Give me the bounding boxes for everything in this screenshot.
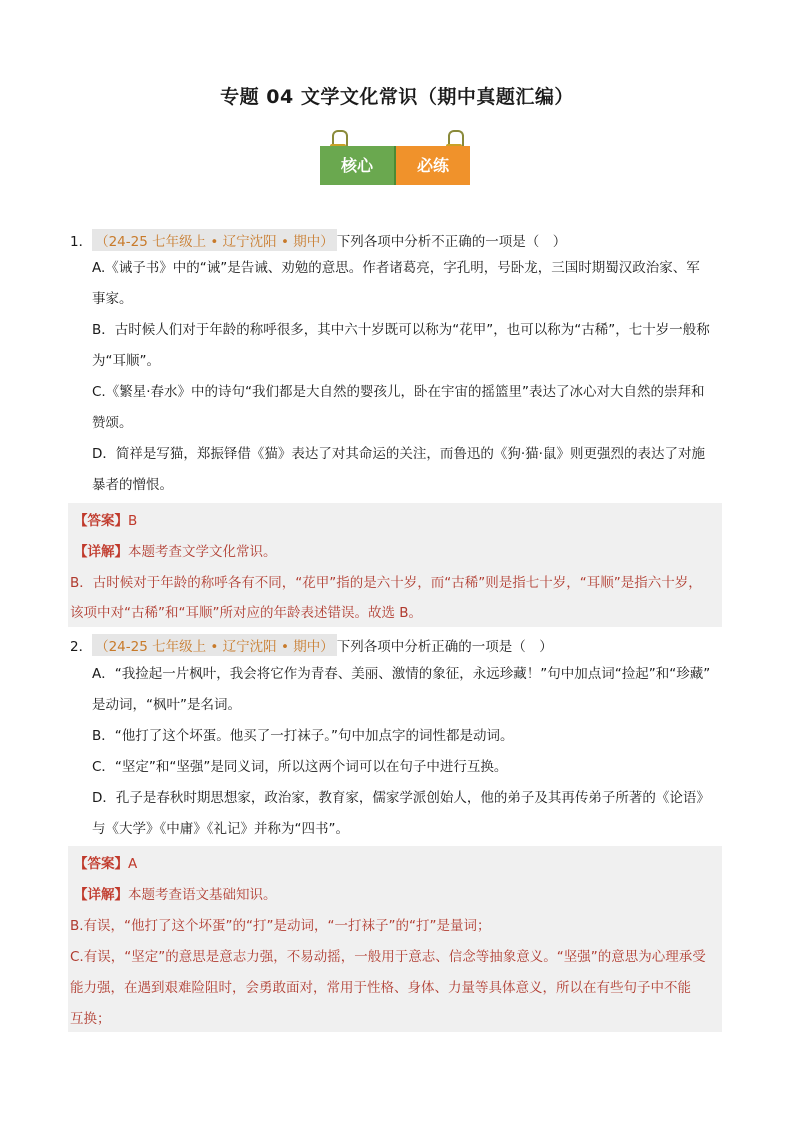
explanation-line: 互换；	[70, 1011, 111, 1027]
section-badge	[320, 146, 470, 185]
option-line: A．“我捡起一片枫叶，我会将它作为青春、美丽、激情的象征，永远珍藏！”句中加点词“捡起”和“珍藏”	[92, 666, 711, 682]
answer-box	[68, 503, 722, 627]
detail-label: 【详解】	[74, 887, 128, 903]
option-line: D．孔子是春秋时期思想家，政治家，教育家，儒家学派创始人，他的弟子及其再传弟子所著的《论语》	[92, 790, 710, 806]
question-text: 下列各项中分析不正确的一项是（ ）	[336, 234, 567, 250]
detail-line	[74, 883, 277, 903]
answer-value: B	[128, 513, 138, 529]
explanation-line: 该项中对“古稀”和“耳顺”所对应的年龄表述错误。故选 B。	[70, 605, 423, 621]
badge-right-label: 必练	[396, 146, 470, 185]
answer-line	[74, 852, 137, 872]
option-line: 事家。	[92, 291, 133, 307]
detail-label: 【详解】	[74, 544, 128, 560]
detail-text: 本题考查语文基础知识。	[128, 887, 277, 903]
option-line: 赞颂。	[92, 415, 133, 431]
question-2-stem	[70, 634, 553, 656]
detail-line	[74, 540, 277, 560]
explanation-line: 能力强，在遇到艰难险阻时，会勇敢面对，常用于性格、身体、力量等具体意义，所以在有些句子中不能	[70, 980, 691, 996]
source-tag: （24-25 七年级上 • 辽宁沈阳 • 期中）	[92, 634, 337, 656]
option-line: 与《大学》《中庸》《礼记》并称为“四书”。	[92, 821, 349, 837]
option-line: A.《诫子书》中的“诫”是告诫、劝勉的意思。作者诸葛亮，字孔明，号卧龙，三国时期蜀汉政治家、军	[92, 260, 700, 276]
detail-text: 本题考查文学文化常识。	[128, 544, 277, 560]
source-tag: （24-25 七年级上 • 辽宁沈阳 • 期中）	[92, 229, 337, 251]
answer-label: 【答案】	[74, 513, 128, 529]
page-title: 专题 04 文学文化常识（期中真题汇编）	[220, 86, 574, 108]
option-line: C.《繁星·春水》中的诗句“我们都是大自然的婴孩儿，卧在宇宙的摇篮里”表达了冰心对大自然的崇拜和	[92, 384, 705, 400]
option-line: B．“他打了这个坏蛋。他买了一打袜子。”句中加点字的词性都是动词。	[92, 728, 514, 744]
explanation-line: C.有误，“坚定”的意思是意志力强，不易动摇，一般用于意志、信念等抽象意义。“坚强”的意思为心理承受	[70, 949, 706, 965]
question-number: 1．	[70, 234, 93, 250]
question-text: 下列各项中分析正确的一项是（ ）	[336, 639, 553, 655]
option-line: C．“坚定”和“坚强”是同义词，所以这两个词可以在句子中进行互换。	[92, 759, 508, 775]
option-line: 为“耳顺”。	[92, 353, 160, 369]
option-line: 是动词，“枫叶”是名词。	[92, 697, 241, 713]
answer-line	[74, 509, 137, 529]
option-line: D．简祥是写猫，郑振铎借《猫》表达了对其命运的关注，而鲁迅的《狗·猫·鼠》则更强烈的表达了对施	[92, 446, 705, 462]
explanation-line: B.有误，“他打了这个坏蛋”的“打”是动词，“一打袜子”的“打”是量词；	[70, 918, 491, 934]
explanation-line: B．古时候对于年龄的称呼各有不同，“花甲”指的是六十岁，而“古稀”则是指七十岁，“耳顺”是指六十岁，	[70, 575, 702, 591]
question-number: 2．	[70, 639, 93, 655]
option-line: 暴者的憎恨。	[92, 477, 173, 493]
answer-label: 【答案】	[74, 856, 128, 872]
question-1-stem	[70, 229, 566, 251]
option-line: B．古时候人们对于年龄的称呼很多，其中六十岁既可以称为“花甲”，也可以称为“古稀”，七十岁一般称	[92, 322, 710, 338]
answer-value: A	[128, 856, 138, 872]
answer-box	[68, 846, 722, 1032]
badge-left-label: 核心	[320, 146, 396, 185]
